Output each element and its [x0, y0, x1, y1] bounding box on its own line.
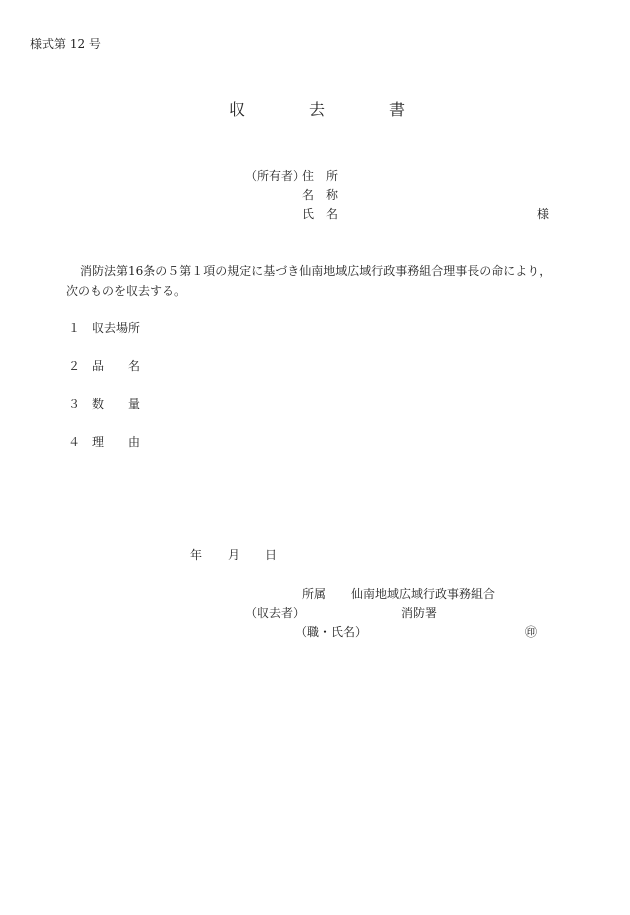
owner-person-label: 氏 名: [302, 207, 339, 221]
owner-honorific: 様: [537, 207, 550, 221]
collector-role-label: （収去者）: [245, 606, 306, 620]
affiliation-label: 所属: [302, 587, 327, 601]
owner-name-label: 名 称: [302, 188, 339, 202]
item-label-product-name: 品 名: [92, 359, 141, 373]
item-label-reason: 理 由: [92, 435, 141, 449]
affiliation-organization: 仙南地域広域行政事務組合: [351, 587, 496, 601]
body-line-2: 次のものを収去する。: [66, 284, 187, 298]
date-month-label: 月: [228, 548, 241, 562]
owner-label: （所有者）: [245, 169, 306, 183]
owner-address-label: 住 所: [302, 169, 339, 183]
item-number: １: [68, 321, 81, 335]
position-name-label: （職・氏名）: [295, 625, 368, 639]
item-number: ３: [68, 397, 81, 411]
seal-mark: ㊞: [525, 625, 538, 639]
collector-department: 消防署: [401, 606, 438, 620]
date-day-label: 日: [265, 548, 278, 562]
date-year-label: 年: [190, 548, 203, 562]
document-title: 収去書: [229, 100, 470, 119]
body-line-1: 消防法第16条の５第１項の規定に基づき仙南地域広域行政事務組合理事長の命により，: [80, 264, 552, 278]
item-number: ４: [68, 435, 81, 449]
item-number: ２: [68, 359, 81, 373]
item-label-quantity: 数 量: [92, 397, 141, 411]
item-label-collection-place: 収去場所: [92, 321, 141, 335]
form-number: 様式第 12 号: [30, 37, 101, 51]
